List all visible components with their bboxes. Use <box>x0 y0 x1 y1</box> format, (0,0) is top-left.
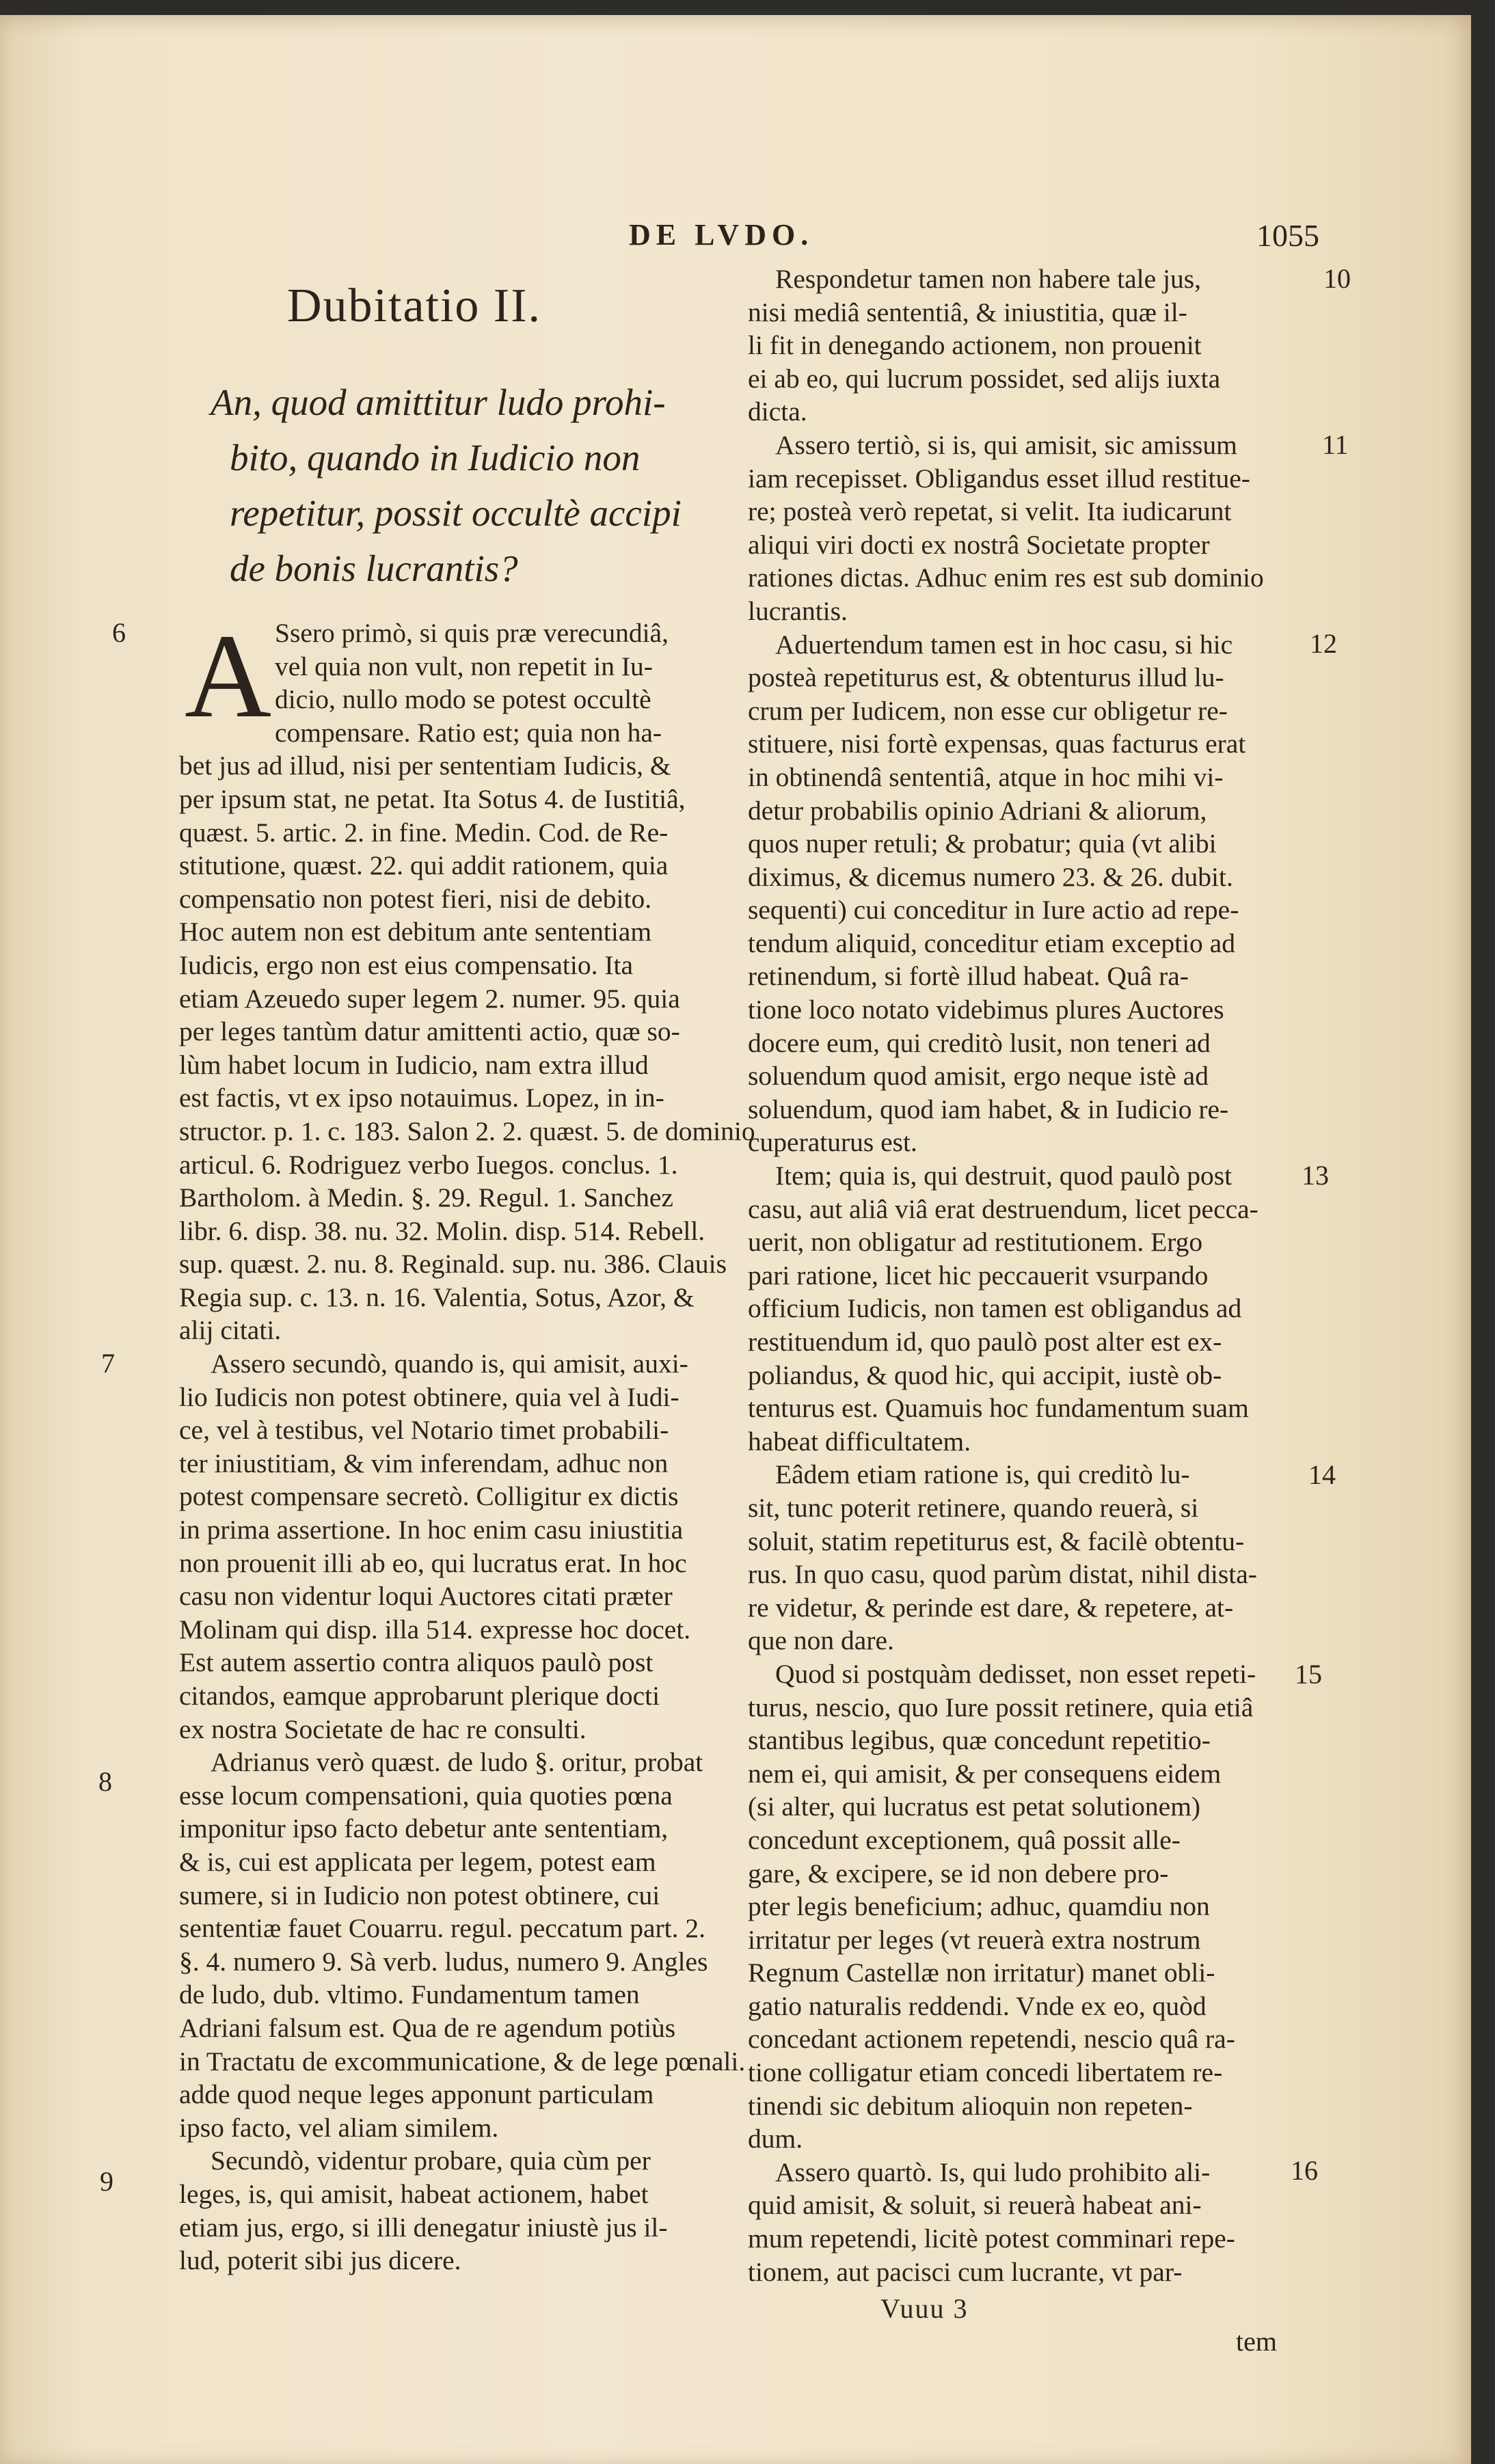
paragraph-number: 6 <box>112 617 126 648</box>
text-line: Aduertendum tamen est in hoc casu, si hic <box>775 629 1233 660</box>
paragraph-number: 10 <box>1323 263 1351 294</box>
text-line: quæst. 5. artic. 2. in fine. Medin. Cod. de Re- <box>179 817 669 848</box>
text-line: sumere, si in Iudicio non potest obtinere, cui <box>179 1880 660 1910</box>
text-line: compensatio non potest fieri, nisi de debito. <box>179 883 652 914</box>
text-line: in Tractatu de excommunicatione, & de lege pœnali. <box>179 2046 746 2076</box>
paragraph-number: 13 <box>1302 1160 1329 1191</box>
paragraph-number: 11 <box>1322 429 1349 460</box>
text-line: soluit, statim repetiturus est, & facilè obtentu- <box>748 1526 1245 1556</box>
text-line: restituendum id, quo paulò post alter est ex- <box>748 1327 1222 1357</box>
running-head: DE LVDO. <box>629 218 814 252</box>
text-line: Regnum Castellæ non irritatur) manet obli- <box>748 1958 1215 1988</box>
question-line: de bonis lucrantis? <box>230 547 518 589</box>
question-line: repetitur, possit occultè accipi <box>230 492 682 534</box>
text-line: Item; quia is, qui destruit, quod paulò post <box>775 1161 1233 1191</box>
section-title: Dubitatio II. <box>287 280 542 332</box>
text-line: stituere, nisi fortè expensas, quas facturus erat <box>748 729 1246 759</box>
text-line: tionem, aut pacisci cum lucrante, vt par- <box>748 2256 1183 2287</box>
text-line: tione colligatur etiam concedi libertatem re- <box>748 2057 1223 2088</box>
text-line: concedant actionem repetendi, nescio quâ ra- <box>748 2024 1235 2055</box>
left-column-text <box>179 610 755 2277</box>
text-line: uerit, non obligatur ad restitutionem. Ergo <box>748 1227 1203 1258</box>
text-line: articul. 6. Rodriguez verbo Iuegos. conclus. 1. <box>179 1149 678 1180</box>
text-line: mum repetendi, licitè potest comminari repe- <box>748 2223 1235 2254</box>
text-line: Iudicis, ergo non est eius compensatio. Ita <box>179 949 634 980</box>
text-line: tendum aliquid, conceditur etiam exceptio ad <box>748 928 1235 958</box>
text-line: lio Iudicis non potest obtinere, quia vel à Iudi- <box>179 1381 679 1412</box>
text-line: ex nostra Societate de hac re consulti. <box>179 1714 587 1744</box>
text-line: etiam Azeuedo super legem 2. numer. 95. quia <box>179 983 680 1014</box>
drop-cap: A <box>185 610 272 743</box>
text-line: Adrianus verò quæst. de ludo §. oritur, probat <box>211 1747 703 1778</box>
text-line: diximus, & dicemus numero 23. & 26. dubit. <box>748 861 1233 892</box>
text-line: soluendum quod amisit, ergo neque istè ad <box>748 1061 1209 1092</box>
text-line: Eâdem etiam ratione is, qui creditò lu- <box>775 1459 1190 1490</box>
text-line: Assero secundò, quando is, qui amisit, auxi- <box>211 1349 688 1379</box>
text-line: lud, poterit sibi jus dicere. <box>179 2245 461 2276</box>
text-line: lùm habet locum in Iudicio, nam extra illud <box>179 1049 649 1080</box>
text-line: de ludo, dub. vltimo. Fundamentum tamen <box>179 1979 640 2010</box>
text-line: ei ab eo, qui lucrum possidet, sed alijs iuxta <box>748 363 1221 394</box>
text-line: etiam jus, ergo, si illi denegatur iniustè jus il- <box>179 2212 668 2243</box>
text-line: li fit in denegando actionem, non prouenit <box>748 330 1202 361</box>
text-line: soluendum, quod iam habet, & in Iudicio re- <box>748 1094 1229 1124</box>
text-line: alij citati. <box>179 1315 282 1346</box>
text-line: (si alter, qui lucratus est petat solutionem) <box>748 1791 1201 1822</box>
text-line: stantibus legibus, quæ concedunt repetitio- <box>748 1725 1211 1756</box>
text-line: ter iniustitiam, & vim inferendam, adhuc non <box>179 1448 669 1478</box>
text-line: vel quia non vult, non repetit in Iu- <box>275 651 653 681</box>
text-line: lucrantis. <box>748 595 848 626</box>
text-line: sequenti) cui conceditur in Iure actio ad repe- <box>748 895 1239 925</box>
text-line: Respondetur tamen non habere tale jus, <box>775 264 1202 294</box>
text-line: tenturus est. Quamuis hoc fundamentum suam <box>748 1393 1249 1424</box>
text-line: rationes dictas. Adhuc enim res est sub dominio <box>748 563 1264 593</box>
book-page <box>0 15 1471 2464</box>
text-line: crum per Iudicem, non esse cur obligetur re- <box>748 695 1228 726</box>
text-line: §. 4. numero 9. Sà verb. ludus, numero 9. Angles <box>179 1946 708 1977</box>
text-line: Secundò, videntur probare, quia cùm per <box>211 2145 651 2176</box>
text-line: re videtur, & perinde est dare, & repetere, at- <box>748 1592 1234 1623</box>
text-line: Assero tertiò, si is, qui amisit, sic amissum <box>775 429 1237 460</box>
text-line: imponitur ipso facto debetur ante sententiam, <box>179 1813 669 1844</box>
paragraph-number: 14 <box>1308 1459 1336 1490</box>
text-line: Molinam qui disp. illa 514. expresse hoc docet. <box>179 1614 691 1644</box>
text-line: re; posteà verò repetat, si velit. Ita iudicarunt <box>748 496 1232 527</box>
text-line: que non dare. <box>748 1625 894 1656</box>
text-line: in obtinendâ sententiâ, atque in hoc mihi vi- <box>748 761 1224 792</box>
paragraph-number: 7 <box>101 1348 115 1379</box>
text-line: bet jus ad illud, nisi per sententiam Iudicis, & <box>179 750 671 781</box>
text-line: officium Iudicis, non tamen est obligandus ad <box>748 1293 1242 1324</box>
text-line: sententiæ fauet Couarru. regul. peccatum part. 2. <box>179 1913 705 1944</box>
signature-mark: Vuuu 3 <box>880 2293 969 2324</box>
question-heading <box>205 375 738 596</box>
text-line: structor. p. 1. c. 183. Salon 2. 2. quæst. 5. de dominio <box>179 1115 755 1146</box>
text-line: poliandus, & quod hic, qui accipit, iustè ob- <box>748 1359 1222 1390</box>
text-line: concedunt exceptionem, quâ possit alle- <box>748 1824 1181 1855</box>
text-line: docere eum, qui creditò lusit, non teneri ad <box>748 1027 1211 1058</box>
text-line: per ipsum stat, ne petat. Ita Sotus 4. de Iustitiâ, <box>179 783 686 814</box>
text-line: pari ratione, licet hic peccauerit vsurpando <box>748 1260 1209 1290</box>
text-line: esse locum compensationi, quia quoties pœna <box>179 1780 673 1811</box>
text-line: casu non videntur loqui Auctores citati præter <box>179 1581 673 1612</box>
text-line: Hoc autem non est debitum ante sententiam <box>179 917 652 947</box>
text-line: dicio, nullo modo se potest occultè <box>275 684 651 715</box>
catchword: tem <box>1236 2326 1277 2357</box>
text-line: iam recepisset. Obligandus esset illud restitue- <box>748 463 1250 493</box>
text-line: citandos, eamque approbarunt plerique docti <box>179 1681 660 1711</box>
text-line: quid amisit, & soluit, si reuerà habeat ani- <box>748 2190 1202 2221</box>
text-line: turus, nescio, quo Iure possit retinere, quia etiâ <box>748 1692 1254 1722</box>
text-line: nisi mediâ sententiâ, & iniustitia, quæ il- <box>748 297 1187 327</box>
text-line: adde quod neque leges apponunt particulam <box>179 2079 654 2110</box>
text-line: & is, cui est applicata per legem, potest eam <box>179 1846 656 1877</box>
question-line: An, quod amittitur ludo prohi- <box>211 381 666 423</box>
text-line: detur probabilis opinio Adriani & aliorum, <box>748 795 1207 826</box>
text-line: compensare. Ratio est; quia non ha- <box>275 717 662 748</box>
text-line: retinendum, si fortè illud habeat. Quâ ra- <box>748 961 1189 992</box>
text-line: Assero quartò. Is, qui ludo prohibito ali- <box>775 2156 1211 2187</box>
text-line: est factis, vt ex ipso notauimus. Lopez, in in- <box>179 1083 664 1113</box>
text-line: rus. In quo casu, quod parùm distat, nihil dista- <box>748 1559 1257 1590</box>
text-line: dum. <box>748 2124 803 2154</box>
text-line: tione loco notato videbimus plures Auctores <box>748 994 1224 1025</box>
paragraph-number: 12 <box>1310 628 1337 659</box>
text-line: Quod si postquàm dedisset, non esset repeti- <box>775 1658 1256 1689</box>
text-line: pter legis beneficium; adhuc, quamdiu non <box>748 1891 1210 1922</box>
text-line: sit, tunc poterit retinere, quando reuerà, si <box>748 1492 1199 1523</box>
text-line: in prima assertione. In hoc enim casu iniustitia <box>179 1515 684 1545</box>
text-line: habeat difficultatem. <box>748 1426 971 1457</box>
text-line: Regia sup. c. 13. n. 16. Valentia, Sotus, Azor, & <box>179 1282 695 1312</box>
text-line: quos nuper retuli; & probatur; quia (vt alibi <box>748 828 1217 859</box>
text-line: Adriani falsum est. Qua de re agendum potiùs <box>179 2012 676 2043</box>
text-line: sup. quæst. 2. nu. 8. Reginald. sup. nu. 386. Clauis <box>179 1249 727 1280</box>
right-column-text <box>748 262 1287 2288</box>
text-line: potest compensare secretò. Colligitur ex dictis <box>179 1481 679 1512</box>
text-line: cuperaturus est. <box>748 1127 917 1158</box>
text-line: gare, & excipere, se id non debere pro- <box>748 1858 1169 1888</box>
text-line: non prouenit illi ab eo, qui lucratus erat. In hoc <box>179 1547 687 1578</box>
text-line: stitutione, quæst. 22. qui addit rationem, quia <box>179 850 669 881</box>
text-line: nem ei, qui amisit, & per consequens eidem <box>748 1758 1222 1789</box>
text-line: gatio naturalis reddendi. Vnde ex eo, quòd <box>748 1990 1207 2021</box>
text-line: dicta. <box>748 396 807 427</box>
text-line: tinendi sic debitum alioquin non repeten- <box>748 2090 1193 2121</box>
text-line: ce, vel à testibus, vel Notario timet probabili- <box>179 1415 669 1446</box>
page-number: 1055 <box>1256 218 1319 253</box>
text-line: posteà repetiturus est, & obtenturus illud lu- <box>748 662 1224 693</box>
question-line: bito, quando in Iudicio non <box>230 437 641 478</box>
text-line: Bartholom. à Medin. §. 29. Regul. 1. Sanchez <box>179 1182 673 1213</box>
text-line: ipso facto, vel aliam similem. <box>179 2112 499 2143</box>
paragraph-number: 8 <box>98 1766 112 1797</box>
text-line: per leges tantùm datur amittenti actio, quæ so- <box>179 1016 680 1047</box>
text-line: leges, is, qui amisit, habeat actionem, habet <box>179 2178 649 2209</box>
text-line: Est autem assertio contra aliquos paulò post <box>179 1647 654 1678</box>
text-line: libr. 6. disp. 38. nu. 32. Molin. disp. 514. Rebell. <box>179 1215 705 1246</box>
paragraph-number: 9 <box>100 2166 113 2197</box>
text-line: Ssero primò, si quis præ verecundiâ, <box>275 618 669 648</box>
text-line: irritatur per leges (vt reuerà extra nostrum <box>748 1924 1201 1955</box>
paragraph-number: 15 <box>1295 1659 1322 1690</box>
paragraph-number: 16 <box>1291 2155 1318 2186</box>
text-line: casu, aut aliâ viâ erat destruendum, licet pecca- <box>748 1193 1258 1224</box>
text-line: aliqui viri docti ex nostrâ Societate propter <box>748 529 1210 560</box>
